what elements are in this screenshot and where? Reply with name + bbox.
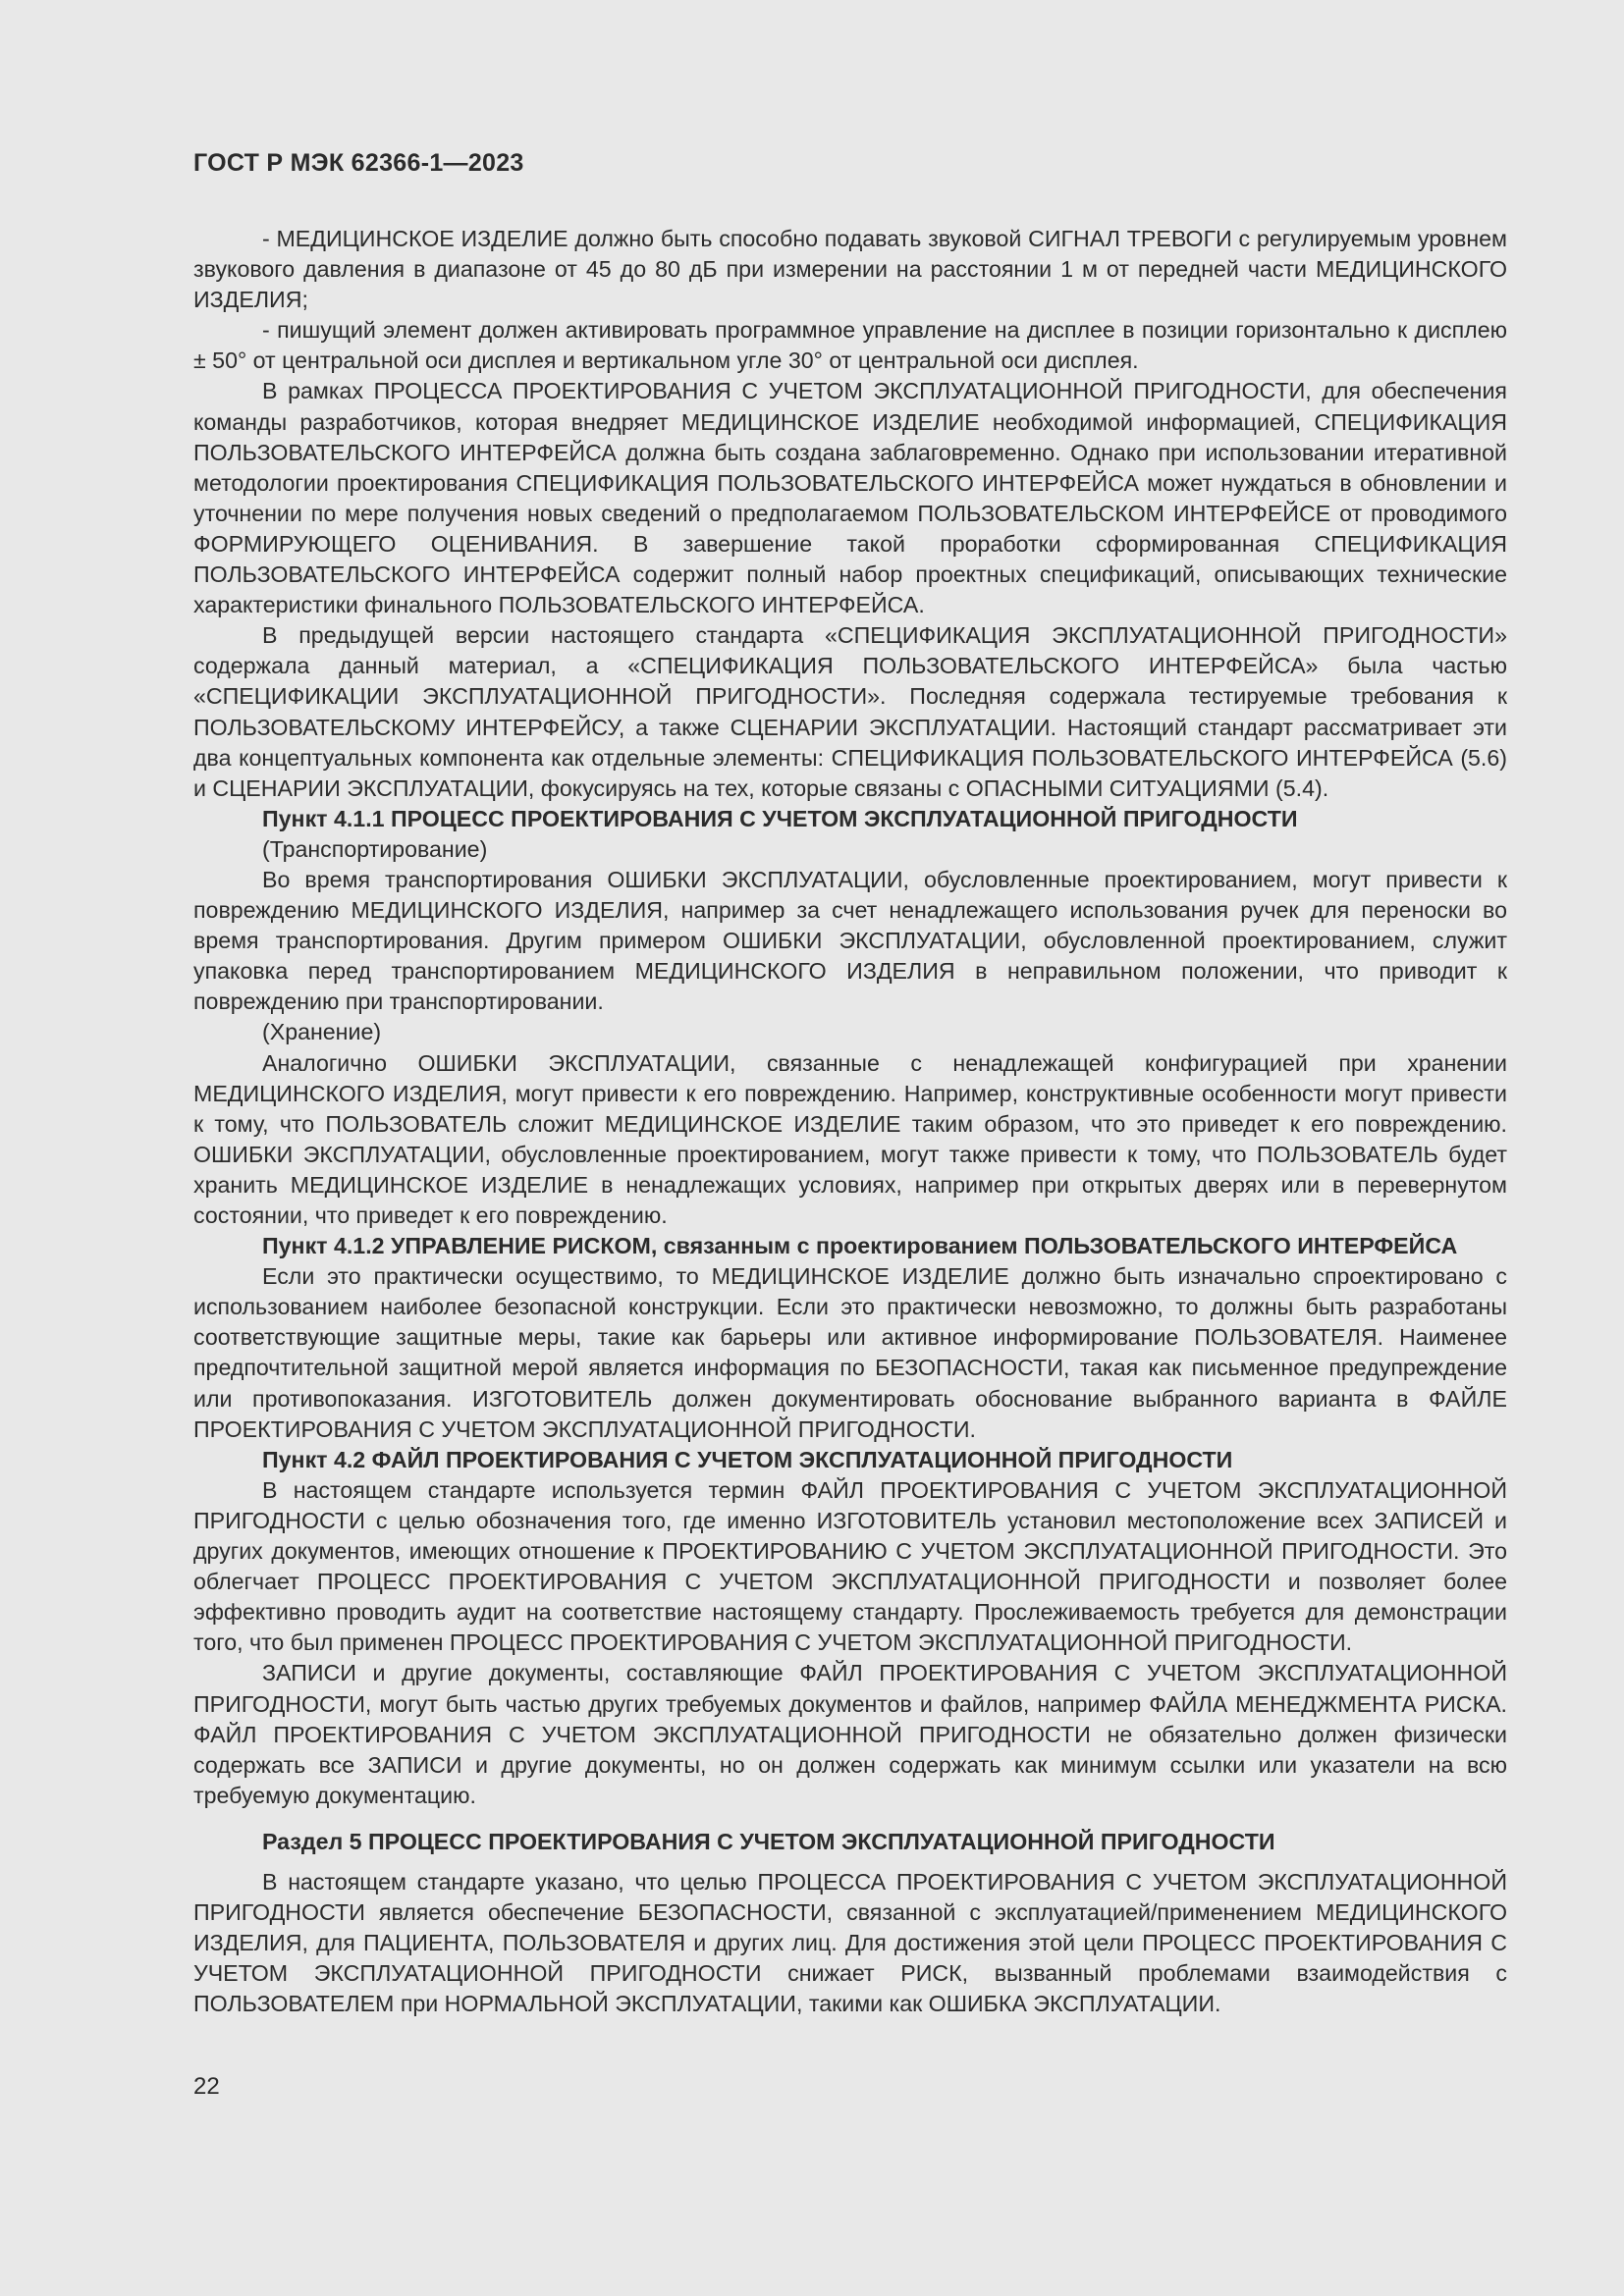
page-number: 22 [193,2073,220,2100]
subheading-storage: (Хранение) [262,1019,382,1045]
heading-section-5: Раздел 5 ПРОЦЕСС ПРОЕКТИРОВАНИЯ С УЧЕТОМ ЭКСПЛУАТАЦИОННОЙ ПРИГОДНОСТИ [262,1828,1275,1854]
list-item-stylus: - пишущий элемент должен активировать программное управление на дисплее в позиции горизонтально к дисплею ± 50° от центральной оси дисплея и вертикальном угле 30° от центральной оси дисплея. [193,317,1507,374]
heading-4-1-1: Пункт 4.1.1 ПРОЦЕСС ПРОЕКТИРОВАНИЯ С УЧЕТОМ ЭКСПЛУАТАЦИОННОЙ ПРИГОДНОСТИ [262,805,1298,831]
paragraph-records: ЗАПИСИ и другие документы, составляющие ФАЙЛ ПРОЕКТИРОВАНИЯ С УЧЕТОМ ЭКСПЛУАТАЦИОННОЙ ПРИГОДНОСТИ, могут быть частью других требуемых документов и файлов, например ФАЙЛА МЕНЕДЖМЕНТА РИСКА. ФАЙЛ ПРОЕКТИРОВАНИЯ С УЧЕТОМ ЭКСПЛУАТАЦИОННОЙ ПРИГОДНОСТИ не обязательно должен физически содержать все ЗАПИСИ и другие документы, но он должен содержать как минимум ссылки или указатели на всю требуемую документацию. [193,1660,1507,1808]
paragraph-usability-file: В настоящем стандарте используется термин ФАЙЛ ПРОЕКТИРОВАНИЯ С УЧЕТОМ ЭКСПЛУАТАЦИОННОЙ ПРИГОДНОСТИ с целью обозначения того, где именно ИЗГОТОВИТЕЛЬ установил местоположение всех ЗАПИСЕЙ и других документов, имеющих отношение к ПРОЕКТИРОВАНИЮ С УЧЕТОМ ЭКСПЛУАТАЦИОННОЙ ПРИГОДНОСТИ. Это облегчает ПРОЦЕСС ПРОЕКТИРОВАНИЯ С УЧЕТОМ ЭКСПЛУАТАЦИОННОЙ ПРИГОДНОСТИ и позволяет более эффективно проводить аудит на соответствие настоящему стандарту. Прослеживаемость требуется для демонстрации того, что был применен ПРОЦЕСС ПРОЕКТИРОВАНИЯ С УЧЕТОМ ЭКСПЛУАТАЦИОННОЙ ПРИГОДНОСТИ. [193,1476,1507,1656]
paragraph-risk-control: Если это практически осуществимо, то МЕДИЦИНСКОЕ ИЗДЕЛИЕ должно быть изначально спроектировано с использованием наиболее безопасной конструкции. Если это практически невозможно, то должны быть разработаны соответствующие защитные меры, такие как барьеры или активное информирование ПОЛЬЗОВАТЕЛЯ. Наименее предпочтительной защитной мерой является информация по БЕЗОПАСНОСТИ, такая как письменное предупреждение или противопоказания. ИЗГОТОВИТЕЛЬ должен документировать обоснование выбранного варианта в ФАЙЛЕ ПРОЕКТИРОВАНИЯ С УЧЕТОМ ЭКСПЛУАТАЦИОННОЙ ПРИГОДНОСТИ. [193,1263,1507,1442]
paragraph-transport: Во время транспортирования ОШИБКИ ЭКСПЛУАТАЦИИ, обусловленные проектированием, могут привести к повреждению МЕДИЦИНСКОГО ИЗДЕЛИЯ, например за счет ненадлежащего использования ручек для переноски во время транспортирования. Другим примером ОШИБКИ ЭКСПЛУАТАЦИИ, обусловленной проектированием, служит упаковка перед транспортированием МЕДИЦИНСКОГО ИЗДЕЛИЯ в неправильном положении, что приводит к повреждению при транспортировании. [193,866,1507,1015]
list-item-alarm: - МЕДИЦИНСКОЕ ИЗДЕЛИЕ должно быть способно подавать звуковой СИГНАЛ ТРЕВОГИ с регулируемым уровнем звукового давления в диапазоне от 45 до 80 дБ при измерении на расстоянии 1 м от передней части МЕДИЦИНСКОГО ИЗДЕЛИЯ; [193,226,1507,313]
subheading-transport: (Транспортирование) [262,835,488,862]
paragraph-previous-version: В предыдущей версии настоящего стандарта «СПЕЦИФИКАЦИЯ ЭКСПЛУАТАЦИОННОЙ ПРИГОДНОСТИ» содержала данный материал, а «СПЕЦИФИКАЦИЯ ПОЛЬЗОВАТЕЛЬСКОГО ИНТЕРФЕЙСА» была частью «СПЕЦИФИКАЦИИ ЭКСПЛУАТАЦИОННОЙ ПРИГОДНОСТИ». Последняя содержала тестируемые требования к ПОЛЬЗОВАТЕЛЬСКОМУ ИНТЕРФЕЙСУ, а также СЦЕНАРИИ ЭКСПЛУАТАЦИИ. Настоящий стандарт рассматривает эти два концептуальных компонента как отдельные элементы: СПЕЦИФИКАЦИЯ ПОЛЬЗОВАТЕЛЬСКОГО ИНТЕРФЕЙСА (5.6) и СЦЕНАРИИ ЭКСПЛУАТАЦИИ, фокусируясь на тех, которые связаны с ОПАСНЫМИ СИТУАЦИЯМИ (5.4). [193,622,1507,801]
document-header: ГОСТ Р МЭК 62366-1—2023 [193,149,524,177]
paragraph-storage: Аналогично ОШИБКИ ЭКСПЛУАТАЦИИ, связанные с ненадлежащей конфигурацией при хранении МЕДИЦИНСКОГО ИЗДЕЛИЯ, могут привести к его повреждению. Например, конструктивные особенности могут привести к тому, что ПОЛЬЗОВАТЕЛЬ сложит МЕДИЦИНСКОЕ ИЗДЕЛИЕ таким образом, что это приведет к его повреждению. ОШИБКИ ЭКСПЛУАТАЦИИ, обусловленные проектированием, могут также привести к тому, что ПОЛЬЗОВАТЕЛЬ будет хранить МЕДИЦИНСКОЕ ИЗДЕЛИЕ в ненадлежащих условиях, например при открытых дверях или в перевернутом состоянии, что приведет к его повреждению. [193,1049,1507,1228]
paragraph-ui-spec: В рамках ПРОЦЕССА ПРОЕКТИРОВАНИЯ С УЧЕТОМ ЭКСПЛУАТАЦИОННОЙ ПРИГОДНОСТИ, для обеспечения команды разработчиков, которая внедряет МЕДИЦИНСКОЕ ИЗДЕЛИЕ необходимой информацией, СПЕЦИФИКАЦИЯ ПОЛЬЗОВАТЕЛЬСКОГО ИНТЕРФЕЙСА должна быть создана заблаговременно. Однако при использовании итеративной методологии проектирования СПЕЦИФИКАЦИЯ ПОЛЬЗОВАТЕЛЬСКОГО ИНТЕРФЕЙСА может нуждаться в обновлении и уточнении по мере получения новых сведений о предполагаемом ПОЛЬЗОВАТЕЛЬСКОМ ИНТЕРФЕЙСЕ от проводимого ФОРМИРУЮЩЕГО ОЦЕНИВАНИЯ. В завершение такой проработки сформированная СПЕЦИФИКАЦИЯ ПОЛЬЗОВАТЕЛЬСКОГО ИНТЕРФЕЙСА содержит полный набор проектных спецификаций, описывающих технические характеристики финального ПОЛЬЗОВАТЕЛЬСКОГО ИНТЕРФЕЙСА. [193,378,1507,618]
heading-4-2: Пункт 4.2 ФАЙЛ ПРОЕКТИРОВАНИЯ С УЧЕТОМ ЭКСПЛУАТАЦИОННОЙ ПРИГОДНОСТИ [262,1446,1233,1472]
heading-4-1-2: Пункт 4.1.2 УПРАВЛЕНИЕ РИСКОМ, связанным с проектированием ПОЛЬЗОВАТЕЛЬСКОГО ИНТЕРФЕЙСА [262,1233,1458,1259]
paragraph-section-5: В настоящем стандарте указано, что целью ПРОЦЕССА ПРОЕКТИРОВАНИЯ С УЧЕТОМ ЭКСПЛУАТАЦИОННОЙ ПРИГОДНОСТИ является обеспечение БЕЗОПАСНОСТИ, связанной с эксплуатацией/применением МЕДИЦИНСКОГО ИЗДЕЛИЯ, для ПАЦИЕНТА, ПОЛЬЗОВАТЕЛЯ и других лиц. Для достижения этой цели ПРОЦЕСС ПРОЕКТИРОВАНИЯ С УЧЕТОМ ЭКСПЛУАТАЦИОННОЙ ПРИГОДНОСТИ снижает РИСК, вызванный проблемами взаимодействия с ПОЛЬЗОВАТЕЛЕМ при НОРМАЛЬНОЙ ЭКСПЛУАТАЦИИ, такими как ОШИБКА ЭКСПЛУАТАЦИИ. [193,1868,1507,2017]
document-body [193,224,1507,2019]
